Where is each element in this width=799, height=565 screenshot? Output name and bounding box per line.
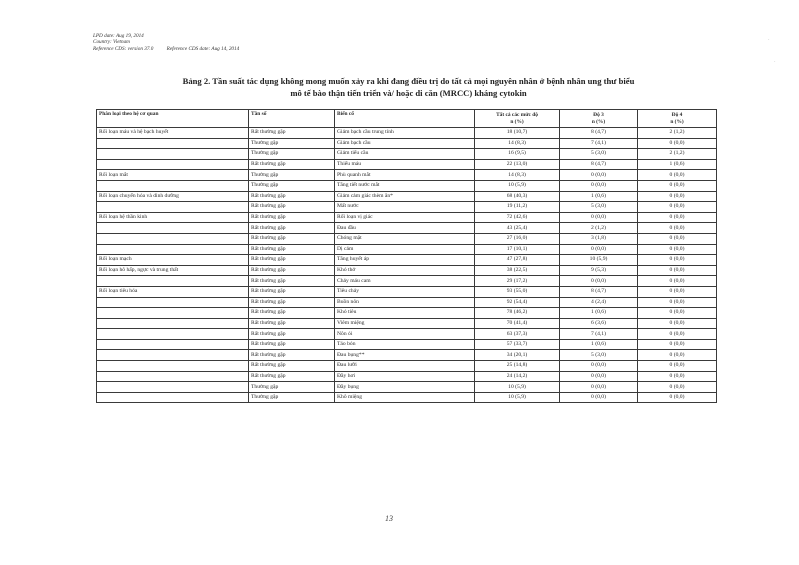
table-title-line-1: Bảng 2. Tần suất tác dụng không mong muốn xảy ra khi đang điều trị do tất cả mọi nguyên nhân ở bệnh nhân ung thư biểu [182,76,635,86]
cell-grade-4: 0 (0,0) [638,361,717,372]
cell-all-grades: 57 (33,7) [475,339,560,350]
table-row [97,339,717,350]
table-row [97,138,717,149]
cell-organ-class [97,382,249,393]
cell-grade-3: 0 (0,0) [560,180,638,191]
cell-organ-class: Rối loạn mắt [97,170,249,181]
cell-organ-class [97,276,249,287]
cell-event: Khó tiêu [335,308,475,319]
cell-all-grades: 70 (41,4) [475,318,560,329]
cell-organ-class [97,149,249,160]
cell-all-grades: 18 (10,7) [475,128,560,139]
cell-all-grades: 34 (20,1) [475,350,560,361]
cell-grade-4: 0 (0,0) [638,392,717,403]
cell-all-grades: 78 (46,2) [475,308,560,319]
header-grade-4-line-2: n (%) [670,118,684,125]
cell-organ-class [97,361,249,372]
table-row [97,392,717,403]
header-grade-3-line-1: Độ 3 [593,112,604,118]
cell-event: Tiêu chảy [335,286,475,297]
cell-organ-class [97,329,249,340]
cell-frequency: Rất thường gặp [249,371,335,382]
cell-grade-4: 0 (0,0) [638,223,717,234]
cell-event: Giảm cảm giác thèm ăn* [335,191,475,202]
page-number: 13 [385,514,393,523]
cell-grade-4: 0 (0,0) [638,286,717,297]
cell-frequency: Thường gặp [249,180,335,191]
cell-grade-3: 4 (2,4) [560,297,638,308]
cell-grade-3: 2 (1,2) [560,223,638,234]
cell-grade-3: 5 (3,0) [560,350,638,361]
cell-all-grades: 43 (25,4) [475,223,560,234]
cell-frequency: Rất thường gặp [249,159,335,170]
cell-organ-class [97,318,249,329]
cell-organ-class [97,392,249,403]
cell-organ-class [97,297,249,308]
cell-all-grades: 25 (14,8) [475,361,560,372]
cell-all-grades: 19 (11,2) [475,202,560,213]
cell-event: Viêm miệng [335,318,475,329]
table-row [97,350,717,361]
header-frequency: Tần số [249,110,335,128]
cell-all-grades: 24 (14,2) [475,371,560,382]
cell-organ-class: Rối loạn chuyển hóa và dinh dưỡng [97,191,249,202]
cell-grade-3: 7 (4,1) [560,329,638,340]
cell-grade-3: 0 (0,0) [560,212,638,223]
scan-speck: · [768,38,770,43]
table-title-line-2: mô tế bào thận tiến triển và/ hoặc di căn (MRCC) kháng cytokin [290,88,527,98]
cell-grade-3: 1 (0,6) [560,308,638,319]
cell-frequency: Rất thường gặp [249,339,335,350]
cell-frequency: Rất thường gặp [249,286,335,297]
cell-frequency: Rất thường gặp [249,276,335,287]
table-row [97,191,717,202]
cell-event: Buồn nôn [335,297,475,308]
cell-grade-3: 5 (3,0) [560,202,638,213]
cell-frequency: Thường gặp [249,392,335,403]
cell-grade-4: 0 (0,0) [638,244,717,255]
cell-event: Đau đầu [335,223,475,234]
cell-event: Đau lưỡi [335,361,475,372]
cell-event: Táo bón [335,339,475,350]
cell-event: Giảm bạch cầu [335,138,475,149]
cell-frequency: Rất thường gặp [249,128,335,139]
cell-grade-4: 0 (0,0) [638,350,717,361]
cell-frequency: Thường gặp [249,138,335,149]
cell-all-grades: 17 (10,1) [475,244,560,255]
table-row [97,223,717,234]
cell-organ-class [97,339,249,350]
cell-event: Thiếu máu [335,159,475,170]
cell-grade-4: 0 (0,0) [638,276,717,287]
cell-grade-4: 0 (0,0) [638,329,717,340]
cell-grade-3: 0 (0,0) [560,361,638,372]
cell-organ-class: Rối loạn mạch [97,255,249,266]
table-header-row [97,110,717,128]
cell-organ-class [97,138,249,149]
cell-all-grades: 16 (9,5) [475,149,560,160]
table-row [97,233,717,244]
cell-event: Dị cảm [335,244,475,255]
cell-frequency: Rất thường gặp [249,361,335,372]
cell-organ-class: Rối loạn tiêu hóa [97,286,249,297]
cell-frequency: Rất thường gặp [249,233,335,244]
cell-grade-3: 8 (4,7) [560,159,638,170]
cell-grade-3: 1 (0,6) [560,191,638,202]
scan-speck: · [774,60,776,65]
table-row [97,371,717,382]
cell-all-grades: 38 (22,5) [475,265,560,276]
cell-grade-4: 0 (0,0) [638,138,717,149]
cell-event: Giảm tiểu cầu [335,149,475,160]
cell-event: Đầy bụng [335,382,475,393]
cell-all-grades: 63 (37,3) [475,329,560,340]
cell-grade-4: 0 (0,0) [638,382,717,393]
cell-grade-3: 1 (0,6) [560,339,638,350]
cell-grade-4: 0 (0,0) [638,170,717,181]
cell-grade-3: 6 (3,6) [560,318,638,329]
cell-organ-class [97,244,249,255]
cell-all-grades: 22 (13,0) [475,159,560,170]
cell-all-grades: 10 (5,9) [475,180,560,191]
lpd-date: LPD date: Aug 19, 2014 [93,33,144,39]
cell-grade-4: 0 (0,0) [638,265,717,276]
cell-grade-4: 0 (0,0) [638,202,717,213]
cell-event: Khó thở [335,265,475,276]
cell-grade-3: 0 (0,0) [560,392,638,403]
header-grade-4 [638,110,717,128]
cell-grade-4: 2 (1,2) [638,149,717,160]
cell-all-grades: 47 (27,8) [475,255,560,266]
cell-grade-4: 0 (0,0) [638,318,717,329]
cell-organ-class [97,308,249,319]
cell-grade-4: 1 (0,6) [638,159,717,170]
cell-organ-class [97,371,249,382]
cell-grade-3: 8 (4,7) [560,286,638,297]
cell-event: Giảm bạch cầu trung tính [335,128,475,139]
cell-all-grades: 29 (17,2) [475,276,560,287]
cell-grade-4: 0 (0,0) [638,180,717,191]
cell-organ-class [97,233,249,244]
cell-all-grades: 10 (5,9) [475,382,560,393]
cell-organ-class: Rối loạn hệ thần kinh [97,212,249,223]
cell-frequency: Rất thường gặp [249,244,335,255]
cell-grade-4: 0 (0,0) [638,233,717,244]
cell-event: Phù quanh mắt [335,170,475,181]
cell-organ-class [97,202,249,213]
cell-frequency: Rất thường gặp [249,191,335,202]
cell-all-grades: 93 (55,0) [475,286,560,297]
cell-grade-4: 0 (0,0) [638,191,717,202]
cell-frequency: Thường gặp [249,170,335,181]
header-grade-3 [560,110,638,128]
cell-grade-4: 0 (0,0) [638,339,717,350]
table-row [97,308,717,319]
cell-all-grades: 27 (16,0) [475,233,560,244]
table-title [96,75,721,99]
cell-frequency: Rất thường gặp [249,255,335,266]
cell-grade-4: 0 (0,0) [638,297,717,308]
header-all-grades [475,110,560,128]
cell-grade-3: 10 (5,9) [560,255,638,266]
table-row [97,244,717,255]
cell-grade-3: 0 (0,0) [560,382,638,393]
header-grade-3-line-2: n (%) [591,118,606,125]
cell-organ-class [97,159,249,170]
cell-event: Khô miệng [335,392,475,403]
cell-all-grades: 14 (8,3) [475,170,560,181]
cell-all-grades: 68 (40,3) [475,191,560,202]
cell-event: Chảy máu cam [335,276,475,287]
reference-cds-version: Reference CDS: version 37.0 [93,45,154,52]
cell-event: Tăng tiết nước mắt [335,180,475,191]
cell-event: Tăng huyết áp [335,255,475,266]
cell-organ-class: Rối loạn hô hấp, ngực và trung thất [97,265,249,276]
cell-grade-3: 9 (5,3) [560,265,638,276]
cell-organ-class [97,350,249,361]
cell-frequency: Rất thường gặp [249,308,335,319]
table-body [97,128,717,403]
table-row [97,128,717,139]
cell-event: Đau bụng** [335,350,475,361]
cell-all-grades: 14 (8,3) [475,138,560,149]
cell-all-grades: 92 (54,4) [475,297,560,308]
cell-organ-class [97,223,249,234]
cell-grade-4: 0 (0,0) [638,255,717,266]
document-header [93,33,251,52]
cell-frequency: Rất thường gặp [249,318,335,329]
table-row [97,265,717,276]
cell-all-grades: 10 (5,9) [475,392,560,403]
cell-grade-3: 7 (4,1) [560,138,638,149]
header-organ-class: Phân loại theo hệ cơ quan [97,110,249,128]
cell-event: Mất nước [335,202,475,213]
table-row [97,170,717,181]
table-row [97,318,717,329]
cell-grade-4: 2 (1,2) [638,128,717,139]
cell-grade-3: 5 (3,0) [560,149,638,160]
adverse-events-table [96,109,717,403]
cell-event: Nôn ói [335,329,475,340]
cell-grade-3: 0 (0,0) [560,371,638,382]
cell-frequency: Rất thường gặp [249,223,335,234]
table-row [97,382,717,393]
cell-grade-4: 0 (0,0) [638,212,717,223]
cell-grade-4: 0 (0,0) [638,371,717,382]
header-grade-4-line-1: Độ 4 [671,112,683,118]
table-row [97,297,717,308]
cell-frequency: Rất thường gặp [249,212,335,223]
cell-frequency: Rất thường gặp [249,265,335,276]
cell-frequency: Rất thường gặp [249,297,335,308]
cell-grade-3: 0 (0,0) [560,276,638,287]
cell-frequency: Thường gặp [249,382,335,393]
cell-all-grades: 72 (42,6) [475,212,560,223]
cell-grade-4: 0 (0,0) [638,308,717,319]
table-row [97,255,717,266]
table-row [97,286,717,297]
header-all-grades-line-1: Tất cả các mức độ [496,112,538,118]
country: Country: Vietnam [93,39,130,46]
header-all-grades-line-2: n (%) [510,118,524,125]
cell-event: Đầy hơi [335,371,475,382]
table-row [97,149,717,160]
table-row [97,180,717,191]
cell-event: Chóng mặt [335,233,475,244]
table-row [97,212,717,223]
header-event: Biến cố [335,110,475,128]
cell-grade-3: 0 (0,0) [560,170,638,181]
table-row [97,361,717,372]
cell-organ-class: Rối loạn máu và hệ bạch huyết [97,128,249,139]
reference-cds-date: Reference CDS date: Aug 14, 2014 [166,45,240,52]
table-row [97,329,717,340]
cell-frequency: Rất thường gặp [249,350,335,361]
cell-organ-class [97,180,249,191]
cell-frequency: Rất thường gặp [249,329,335,340]
table-row [97,159,717,170]
reference-cds-line [93,46,251,52]
table-row [97,202,717,213]
cell-grade-3: 3 (1,8) [560,233,638,244]
table-row [97,276,717,287]
cell-frequency: Thường gặp [249,149,335,160]
cell-frequency: Rất thường gặp [249,202,335,213]
cell-grade-3: 8 (4,7) [560,128,638,139]
cell-grade-3: 0 (0,0) [560,244,638,255]
cell-event: Rối loạn vị giác [335,212,475,223]
